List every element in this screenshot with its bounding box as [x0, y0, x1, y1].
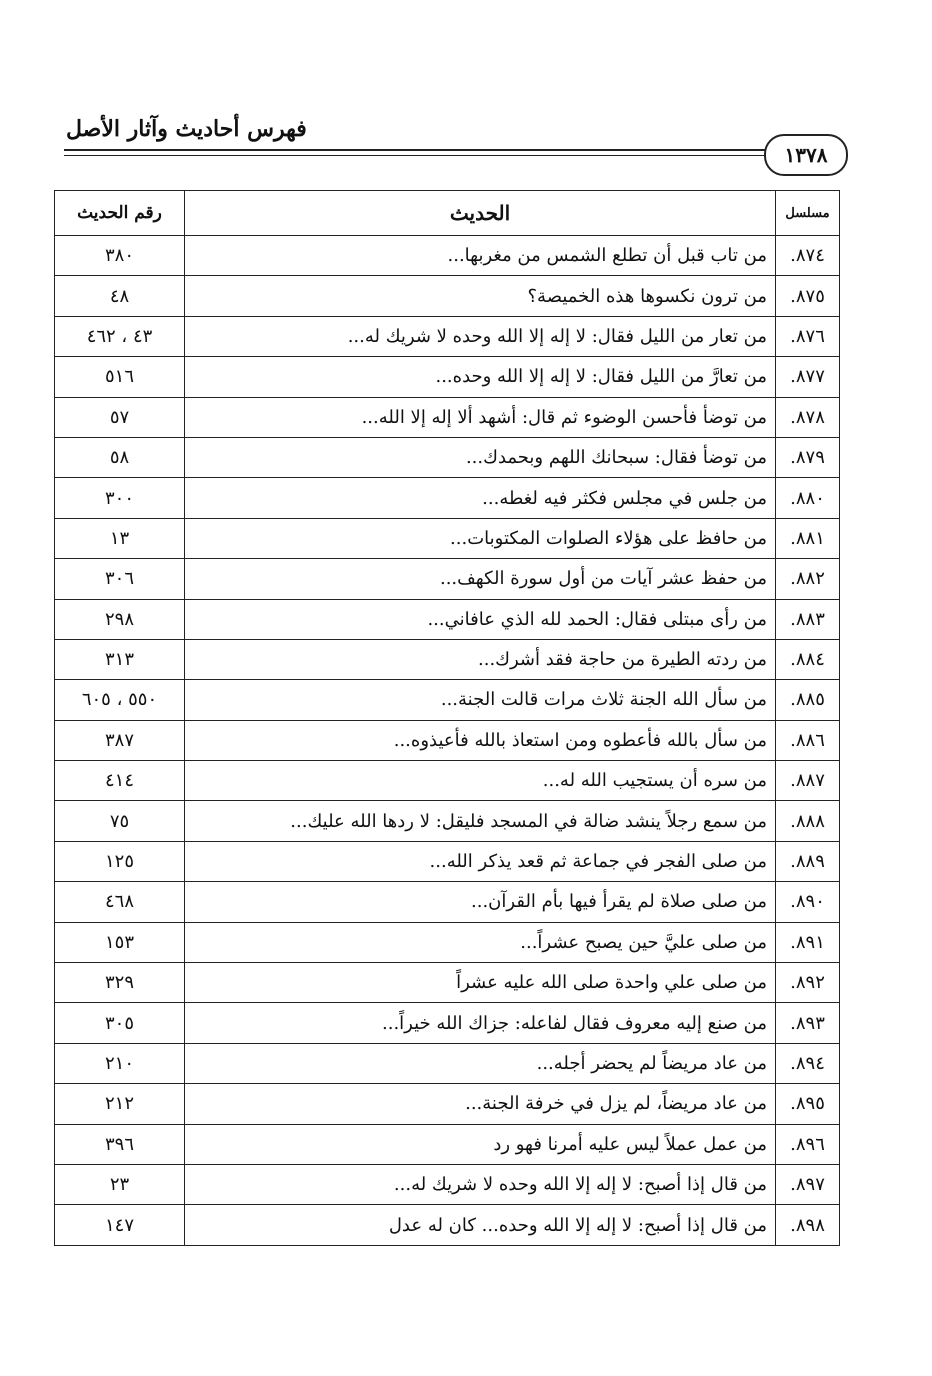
header-hadith-number: رقم الحديث	[55, 191, 185, 236]
row-hadith-text: من عاد مريضاً، لم يزل في خرفة الجنة...	[185, 1084, 776, 1124]
page-header	[58, 108, 848, 172]
row-hadith-number: ٤٦٨	[55, 882, 185, 922]
table-row	[55, 518, 840, 558]
row-hadith-text: من سمع رجلاً ينشد ضالة في المسجد فليقل: لا ردها الله عليك...	[185, 801, 776, 841]
row-serial: ٨٨٨.	[776, 801, 840, 841]
row-hadith-text: من توضأ فقال: سبحانك اللهم وبحمدك...	[185, 437, 776, 477]
row-hadith-number: ٥٥٠ ، ٦٠٥	[55, 680, 185, 720]
header-rule	[64, 149, 792, 151]
table-body	[55, 236, 840, 1246]
row-serial: ٨٧٨.	[776, 397, 840, 437]
row-hadith-text: من سأل الله الجنة ثلاث مرات قالت الجنة...	[185, 680, 776, 720]
row-hadith-number: ٣٩٦	[55, 1124, 185, 1164]
table-header-row	[55, 191, 840, 236]
row-serial: ٨٧٧.	[776, 357, 840, 397]
row-hadith-number: ١٥٣	[55, 922, 185, 962]
table-row	[55, 478, 840, 518]
row-hadith-text: من صلى صلاة لم يقرأ فيها بأم القرآن...	[185, 882, 776, 922]
row-hadith-number: ٣٠٦	[55, 559, 185, 599]
table-row	[55, 437, 840, 477]
row-serial: ٨٧٤.	[776, 236, 840, 276]
page-number: ١٣٧٨	[784, 143, 828, 167]
hadith-index-table	[54, 190, 840, 1246]
row-hadith-number: ٢٩٨	[55, 599, 185, 639]
table-row	[55, 720, 840, 760]
row-hadith-number: ٣٠٠	[55, 478, 185, 518]
table-row	[55, 1084, 840, 1124]
table-row	[55, 1164, 840, 1204]
row-hadith-text: من قال إذا أصبح: لا إله إلا الله وحده لا شريك له...	[185, 1164, 776, 1204]
row-serial: ٨٨٧.	[776, 761, 840, 801]
row-hadith-number: ٥١٦	[55, 357, 185, 397]
row-hadith-number: ٣٢٩	[55, 963, 185, 1003]
table-row	[55, 276, 840, 316]
table-row	[55, 1043, 840, 1083]
table-row	[55, 922, 840, 962]
table-row	[55, 1003, 840, 1043]
row-serial: ٨٧٩.	[776, 437, 840, 477]
row-serial: ٨٩٠.	[776, 882, 840, 922]
row-serial: ٨٩٧.	[776, 1164, 840, 1204]
table-row	[55, 761, 840, 801]
row-serial: ٨٩٢.	[776, 963, 840, 1003]
row-hadith-number: ٢٣	[55, 1164, 185, 1204]
table-row	[55, 1205, 840, 1245]
row-hadith-number: ٤٣ ، ٤٦٢	[55, 316, 185, 356]
row-hadith-text: من قال إذا أصبح: لا إله إلا الله وحده... كان له عدل	[185, 1205, 776, 1245]
row-hadith-number: ٣١٣	[55, 639, 185, 679]
header-hadith: الحديث	[185, 191, 776, 236]
row-hadith-number: ٣٨٧	[55, 720, 185, 760]
row-hadith-text: من سره أن يستجيب الله له...	[185, 761, 776, 801]
table-row	[55, 316, 840, 356]
row-hadith-text: من صلى الفجر في جماعة ثم قعد يذكر الله...	[185, 841, 776, 881]
row-hadith-text: من تاب قبل أن تطلع الشمس من مغربها...	[185, 236, 776, 276]
row-hadith-text: من عمل عملاً ليس عليه أمرنا فهو رد	[185, 1124, 776, 1164]
row-serial: ٨٨٦.	[776, 720, 840, 760]
row-serial: ٨٧٥.	[776, 276, 840, 316]
row-hadith-number: ٣٨٠	[55, 236, 185, 276]
table-row	[55, 397, 840, 437]
table-row	[55, 680, 840, 720]
row-hadith-text: من صلى عليَّ حين يصبح عشراً...	[185, 922, 776, 962]
table-row	[55, 841, 840, 881]
row-serial: ٨٨٩.	[776, 841, 840, 881]
table-row	[55, 599, 840, 639]
row-serial: ٨٨٠.	[776, 478, 840, 518]
header-serial: مسلسل	[776, 191, 840, 236]
table-row	[55, 801, 840, 841]
row-hadith-text: من عاد مريضاً لم يحضر أجله...	[185, 1043, 776, 1083]
row-hadith-number: ٤٨	[55, 276, 185, 316]
row-hadith-text: من رأى مبتلى فقال: الحمد لله الذي عافاني...	[185, 599, 776, 639]
table-row	[55, 357, 840, 397]
table-row	[55, 963, 840, 1003]
row-hadith-text: من جلس في مجلس فكثر فيه لغطه...	[185, 478, 776, 518]
row-hadith-number: ٥٧	[55, 397, 185, 437]
row-hadith-text: من سأل بالله فأعطوه ومن استعاذ بالله فأعيذوه...	[185, 720, 776, 760]
row-hadith-number: ٤١٤	[55, 761, 185, 801]
table-row	[55, 882, 840, 922]
row-serial: ٨٨١.	[776, 518, 840, 558]
row-hadith-text: من تعار من الليل فقال: لا إله إلا الله وحده لا شريك له...	[185, 316, 776, 356]
row-hadith-number: ١٤٧	[55, 1205, 185, 1245]
row-serial: ٨٩٨.	[776, 1205, 840, 1245]
header-rule-thin	[64, 155, 792, 156]
row-serial: ٨٩٣.	[776, 1003, 840, 1043]
table-row	[55, 559, 840, 599]
row-serial: ٨٩١.	[776, 922, 840, 962]
row-serial: ٨٨٥.	[776, 680, 840, 720]
table-row	[55, 639, 840, 679]
row-hadith-text: من حافظ على هؤلاء الصلوات المكتوبات...	[185, 518, 776, 558]
table-row	[55, 236, 840, 276]
row-hadith-text: من صنع إليه معروف فقال لفاعله: جزاك الله خيراً...	[185, 1003, 776, 1043]
row-hadith-text: من صلى علي واحدة صلى الله عليه عشراً	[185, 963, 776, 1003]
row-hadith-number: ٢١٢	[55, 1084, 185, 1124]
row-serial: ٨٩٦.	[776, 1124, 840, 1164]
row-hadith-number: ٧٥	[55, 801, 185, 841]
page-number-badge	[764, 134, 848, 176]
row-hadith-number: ٣٠٥	[55, 1003, 185, 1043]
row-hadith-number: ١٣	[55, 518, 185, 558]
running-title: فهرس أحاديث وآثار الأصل	[66, 116, 307, 142]
table-row	[55, 1124, 840, 1164]
row-serial: ٨٩٥.	[776, 1084, 840, 1124]
row-hadith-number: ١٢٥	[55, 841, 185, 881]
row-serial: ٨٩٤.	[776, 1043, 840, 1083]
row-hadith-text: من تعارَّ من الليل فقال: لا إله إلا الله وحده...	[185, 357, 776, 397]
row-serial: ٨٨٢.	[776, 559, 840, 599]
row-hadith-number: ٥٨	[55, 437, 185, 477]
row-hadith-text: من توضأ فأحسن الوضوء ثم قال: أشهد ألا إله إلا الله...	[185, 397, 776, 437]
row-serial: ٨٨٤.	[776, 639, 840, 679]
row-serial: ٨٧٦.	[776, 316, 840, 356]
row-hadith-text: من حفظ عشر آيات من أول سورة الكهف...	[185, 559, 776, 599]
row-hadith-number: ٢١٠	[55, 1043, 185, 1083]
row-hadith-text: من ترون نكسوها هذه الخميصة؟	[185, 276, 776, 316]
row-serial: ٨٨٣.	[776, 599, 840, 639]
row-hadith-text: من ردته الطيرة من حاجة فقد أشرك...	[185, 639, 776, 679]
